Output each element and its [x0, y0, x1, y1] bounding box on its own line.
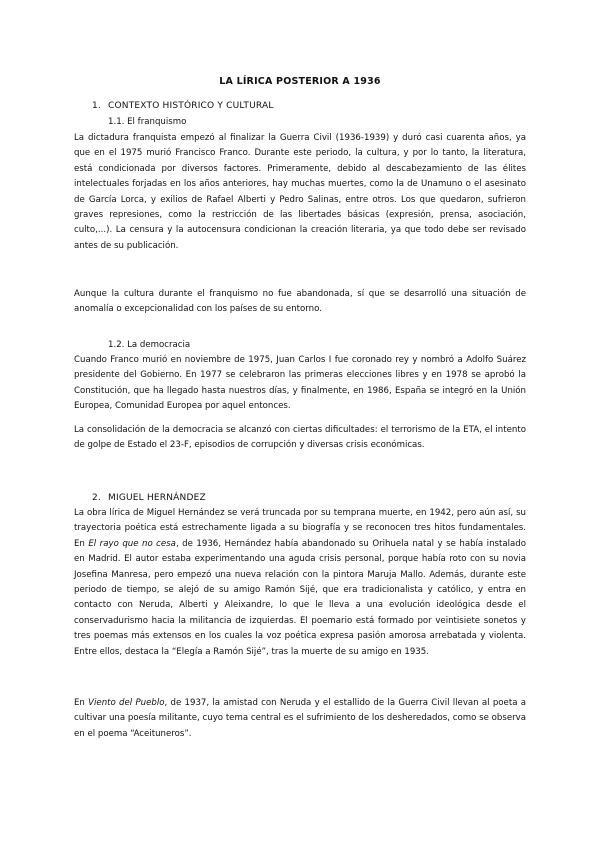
paragraph-text: En [74, 698, 89, 708]
section-number: 1. [92, 101, 101, 111]
section-title: MIGUEL HERNÁNDEZ [108, 493, 206, 503]
section-title: CONTEXTO HISTÓRICO Y CULTURAL [108, 101, 274, 111]
book-title-viento-del-pueblo: Viento del Pueblo [88, 698, 165, 708]
paragraph-franquismo-1: La dictadura franquista empezó al finalizar la Guerra Civil (1936-1939) y duró casi cuarenta años, ya que en el 1975 murió Francisco Franco. Durante este periodo, la cultura, y por lo tanto, la literatura, está condicionada por diversos factores. Primeramente, debido al descabezamiento de las élites intelectuales forjadas en los años anteriores, hay muchas muertes, como la de Unamuno o el asesinato de García Lorca, y exilios de Rafael Alberti y Pedro Salinas, entre otros. Los que quedaron, sufrieron graves represiones, como la restricción de las libertades básicas (expresión, prensa, asociación, culto,...). La censura y la autocensura condicionan la creación literaria, ya que todo debe ser revisado antes de su publicación. [74, 133, 526, 251]
paragraph-democracia-1: Cuando Franco murió en noviembre de 1975, Juan Carlos I fue coronado rey y nombró a Adolfo Suárez presidente del Gobierno. En 1977 se celebraron las primeras elecciones libres y en 1978 se aprobó la Constitución, que ha llegado hasta nuestros días, y finalmente, en 1986, España se integró en la Unión Europea, Comunidad Europea por aquel entonces. [74, 355, 526, 412]
paragraph-democracia-2: La consolidación de la democracia se alcanzó con ciertas dificultades: el terrorismo de la ETA, el intento de golpe de Estado el 23-F, episodios de corrupción y diversas crisis económicas. [74, 425, 526, 451]
paragraph-hernandez-1 [74, 506, 526, 660]
paragraph-text: , de 1937, la amistad con Neruda y el estallido de la Guerra Civil llevan al poeta a cultivar una poesía militante, cuyo tema central es el sufrimiento de los desheredados, como se observa en el poema “Aceituneros”. [74, 698, 526, 739]
section-number: 2. [92, 493, 101, 503]
subsection-heading-franquismo: 1.1. El franquismo [108, 117, 187, 127]
section-heading-miguel-hernandez [92, 493, 206, 503]
subsection-heading-democracia: 1.2. La democracia [108, 340, 191, 350]
paragraph-text: , de 1936, Hernández había abandonado su Orihuela natal y se había instalado en Madrid. El autor estaba experimentando una aguda crisis personal, porque había roto con su novia Josefina Manresa, pero empezó una nueva relación con la pintora Maruja Mallo. Además, durante este periodo de tiempo, se alejó de su amigo Ramón Sijé, que era tradicionalista y católico, y entra en contacto con Neruda, Alberti y Aleixandre, lo que le lleva a una evolución ideológica desde el conservadurismo hacia la militancia de izquierdas. El poemario está formado por veintisiete sonetos y tres poemas más extensos en los cuales la voz poética expresa pasión amorosa arrebatada y violenta. Entre ellos, destaca la “Elegía a Ramón Sijé”, tras la muerte de su amigo en 1935. [74, 538, 527, 657]
book-title-el-rayo: El rayo que no cesa [88, 538, 176, 549]
paragraph-hernandez-2 [74, 696, 526, 742]
document-title: LA LÍRICA POSTERIOR A 1936 [219, 76, 381, 87]
paragraph-text: La obra lírica de Miguel Hernández se verá truncada por su temprana muerte, en 1942, pero aún así, su trayectoria poética está estrechamente ligada a su biografía y se reconocen tres hitos fundamentales. En [74, 508, 526, 549]
paragraph-franquismo-2: Aunque la cultura durante el franquismo no fue abandonada, sí que se desarrolló una situación de anomalía o excepcionalidad con los países de su entorno. [74, 289, 526, 315]
section-heading-contexto [92, 101, 274, 111]
